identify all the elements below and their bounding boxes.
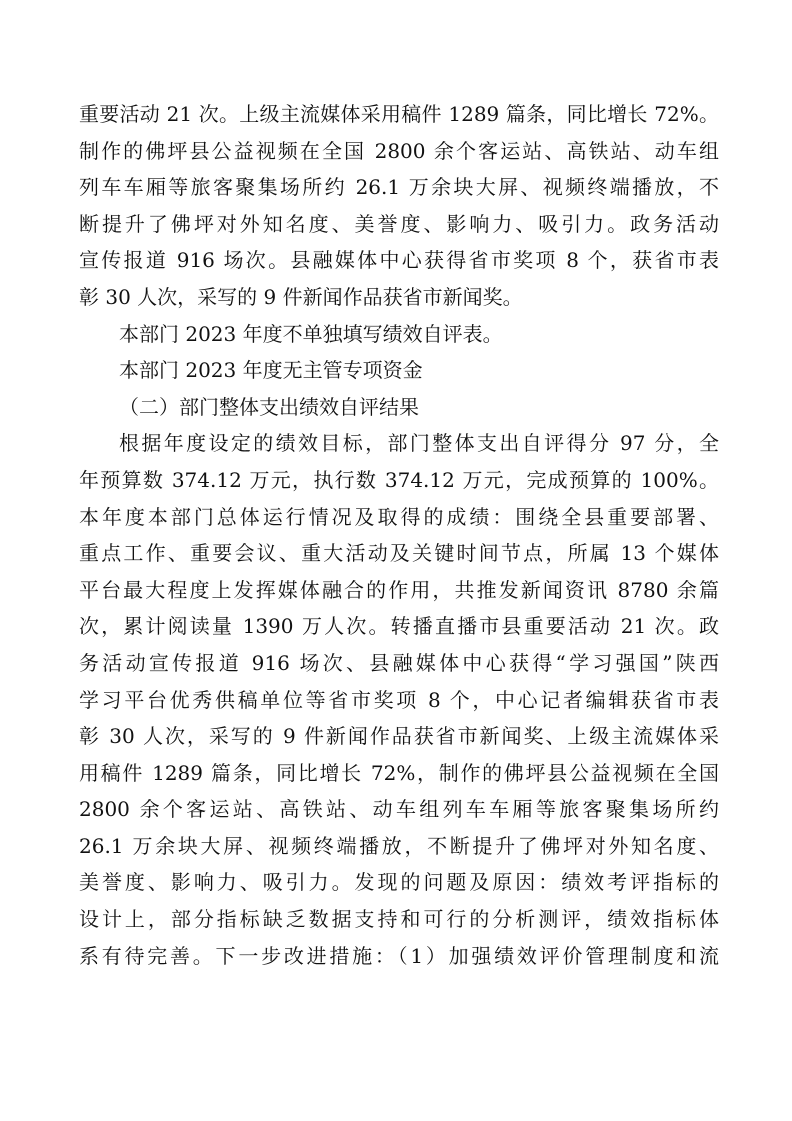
text-line: 根据年度设定的绩效目标，部门整体支出自评得分 97 分，全 bbox=[119, 431, 719, 456]
text-line: 务活动宣传报道 916 场次、县融媒体中心获得“学习强国”陕西 bbox=[79, 650, 719, 675]
text-line: 制作的佛坪县公益视频在全国 2800 余个客运站、高铁站、动车组 bbox=[79, 138, 719, 163]
text-line: 平台最大程度上发挥媒体融合的作用，共推发新闻资讯 8780 余篇 bbox=[79, 577, 719, 602]
text-line: 美誉度、影响力、吸引力。发现的问题及原因：绩效考评指标的 bbox=[79, 870, 719, 895]
text-line: 学习平台优秀供稿单位等省市奖项 8 个，中心记者编辑获省市表 bbox=[79, 687, 719, 712]
text-line: 设计上，部分指标缺乏数据支持和可行的分析测评，绩效指标体 bbox=[79, 907, 719, 932]
note-no-special-funds: 本部门 2023 年度无主管专项资金 bbox=[119, 358, 423, 383]
text-line: 彰 30 人次，采写的 9 件新闻作品获省市新闻奖。 bbox=[79, 284, 523, 309]
text-line: 2800 余个客运站、高铁站、动车组列车车厢等旅客聚集场所约 bbox=[79, 797, 719, 822]
text-line: 系有待完善。下一步改进措施：（1）加强绩效评价管理制度和流 bbox=[79, 943, 719, 968]
document-body bbox=[79, 96, 719, 974]
paragraph-performance-results bbox=[79, 425, 719, 974]
text-line: 重点工作、重要会议、重大活动及关键时间节点，所属 13 个媒体 bbox=[79, 541, 719, 566]
text-line: 重要活动 21 次。上级主流媒体采用稿件 1289 篇条，同比增长 72%。 bbox=[79, 102, 719, 126]
text-line: 宣传报道 916 场次。县融媒体中心获得省市奖项 8 个，获省市表 bbox=[79, 248, 719, 273]
text-line: 年预算数 374.12 万元，执行数 374.12 万元，完成预算的 100%。 bbox=[79, 467, 719, 492]
text-line: 列车车厢等旅客聚集场所约 26.1 万余块大屏、视频终端播放，不 bbox=[79, 175, 719, 200]
text-line: 断提升了佛坪对外知名度、美誉度、影响力、吸引力。政务活动 bbox=[79, 211, 719, 236]
paragraph-media-achievements bbox=[79, 96, 719, 316]
text-line: 用稿件 1289 篇条，同比增长 72%，制作的佛坪县公益视频在全国 bbox=[79, 760, 719, 785]
text-line: 本年度本部门总体运行情况及取得的成绩：围绕全县重要部署、 bbox=[79, 504, 719, 529]
note-no-self-eval-form: 本部门 2023 年度不单独填写绩效自评表。 bbox=[119, 321, 503, 346]
section-heading: （二）部门整体支出绩效自评结果 bbox=[119, 394, 419, 419]
text-line: 次，累计阅读量 1390 万人次。转播直播市县重要活动 21 次。政 bbox=[79, 614, 719, 639]
text-line: 26.1 万余块大屏、视频终端播放，不断提升了佛坪对外知名度、 bbox=[79, 833, 719, 858]
text-line: 彰 30 人次，采写的 9 件新闻作品获省市新闻奖、上级主流媒体采 bbox=[79, 724, 719, 749]
